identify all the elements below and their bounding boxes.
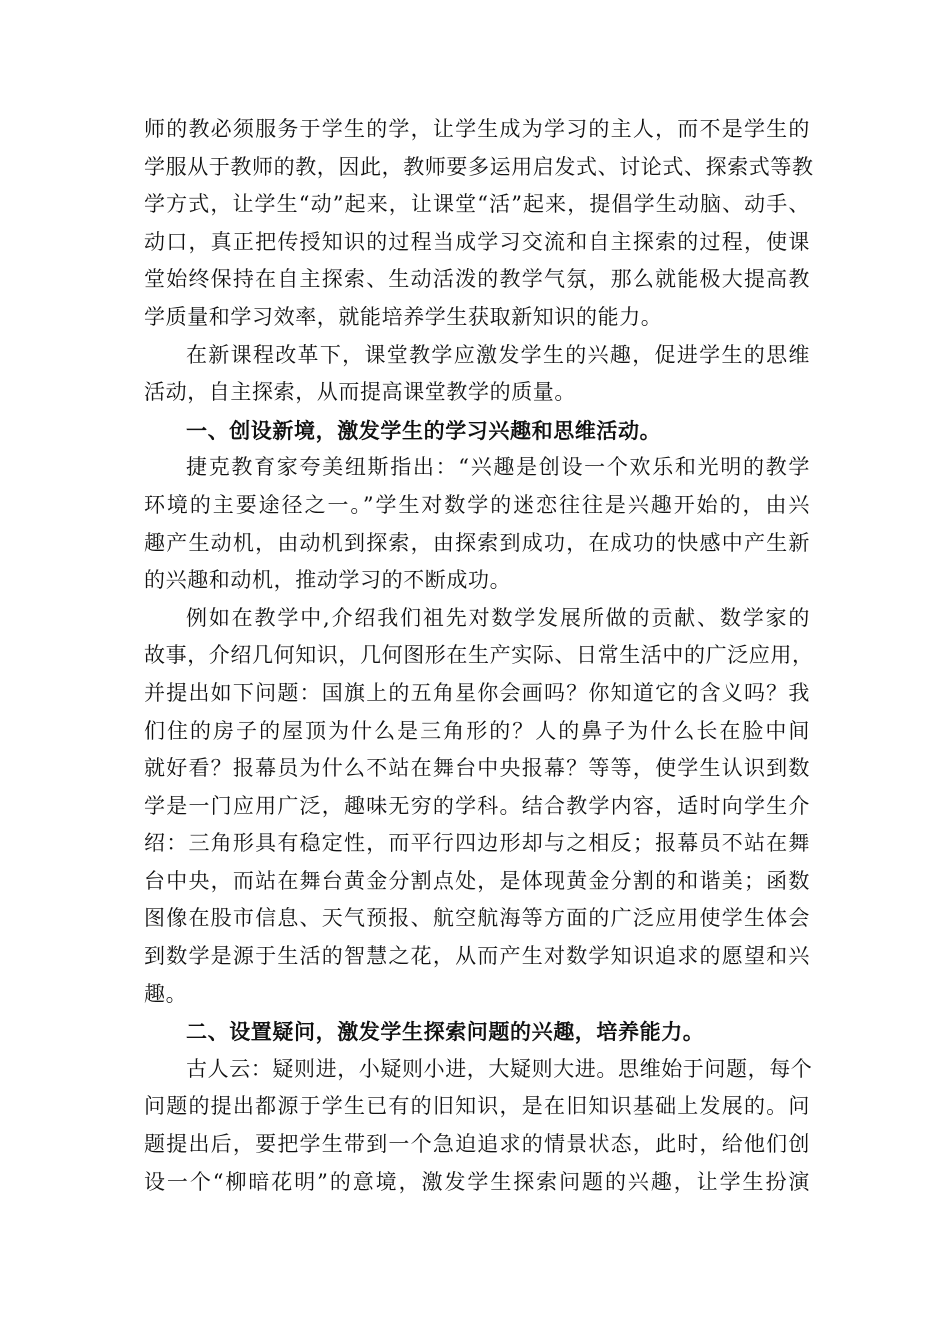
paragraph	[144, 449, 810, 599]
text-line: 题提出后，要把学生带到一个急迫追求的情景状态，此时，给他们创	[144, 1132, 810, 1157]
text-line: 的兴趣和动机，推动学习的不断成功。	[144, 568, 512, 593]
text-line: 例如在教学中,介绍我们祖先对数学发展所做的贡献、数学家的	[186, 605, 810, 630]
text-line: 在新课程改革下，课堂教学应激发学生的兴趣，促进学生的思维	[186, 342, 810, 367]
text-line: 学质量和学习效率，就能培养学生获取新知识的能力。	[144, 304, 663, 329]
section-heading	[144, 412, 810, 450]
text-line: 环境的主要途径之一。”学生对数学的迷恋往往是兴趣开始的，由兴	[144, 492, 810, 517]
text-line: 问题的提出都源于学生已有的旧知识，是在旧知识基础上发展的。问	[144, 1094, 810, 1119]
section-heading	[144, 1013, 810, 1051]
text-line: 趣产生动机，由动机到探索，由探索到成功，在成功的快感中产生新	[144, 530, 810, 555]
text-line: 就好看？报幕员为什么不站在舞台中央报幕？等等，使学生认识到数	[144, 756, 810, 781]
paragraph	[144, 337, 810, 412]
document-page	[144, 111, 814, 1201]
paragraph	[144, 1051, 813, 1201]
text-line: 古人云：疑则进，小疑则小进，大疑则大进。思维始于问题，每个	[186, 1056, 813, 1081]
text-line: 设一个“柳暗花明”的意境，激发学生探索问题的兴趣，让学生扮演	[144, 1169, 810, 1194]
paragraph	[144, 111, 814, 337]
text-line: 故事，介绍几何知识，几何图形在生产实际、日常生活中的广泛应用，	[144, 643, 814, 668]
text-line: 趣。	[144, 981, 188, 1006]
text-line: 堂始终保持在自主探索、生动活泼的教学气氛，那么就能极大提高教	[144, 267, 810, 292]
text-line: 二、设置疑问，激发学生探索问题的兴趣，培养能力。	[186, 1019, 705, 1045]
text-line: 学是一门应用广泛，趣味无穷的学科。结合教学内容，适时向学生介	[144, 793, 810, 818]
text-line: 并提出如下问题：国旗上的五角星你会画吗？你知道它的含义吗？我	[144, 680, 810, 705]
text-line: 捷克教育家夸美纽斯指出：“兴趣是创设一个欢乐和光明的教学	[186, 455, 810, 480]
text-line: 活动，自主探索，从而提高课堂教学的质量。	[144, 380, 576, 405]
text-line: 学方式，让学生“动”起来，让课堂“活”起来，提倡学生动脑、动手、	[144, 192, 810, 217]
text-line: 一、创设新境，激发学生的学习兴趣和思维活动。	[186, 417, 662, 443]
text-line: 台中央，而站在舞台黄金分割点处，是体现黄金分割的和谐美；函数	[144, 868, 810, 893]
paragraph	[144, 600, 814, 1014]
text-line: 动口，真正把传授知识的过程当成学习交流和自主探索的过程，使课	[144, 229, 810, 254]
text-line: 图像在股市信息、天气预报、航空航海等方面的广泛应用使学生体会	[144, 906, 810, 931]
text-line: 师的教必须服务于学生的学，让学生成为学习的主人，而不是学生的	[144, 117, 810, 141]
text-line: 到数学是源于生活的智慧之花，从而产生对数学知识追求的愿望和兴	[144, 944, 810, 969]
text-line: 绍：三角形具有稳定性，而平行四边形却与之相反；报幕员不站在舞	[144, 831, 810, 856]
text-line: 学服从于教师的教，因此，教师要多运用启发式、讨论式、探索式等教	[144, 154, 814, 179]
text-line: 们住的房子的屋顶为什么是三角形的？人的鼻子为什么长在脸中间	[144, 718, 810, 743]
